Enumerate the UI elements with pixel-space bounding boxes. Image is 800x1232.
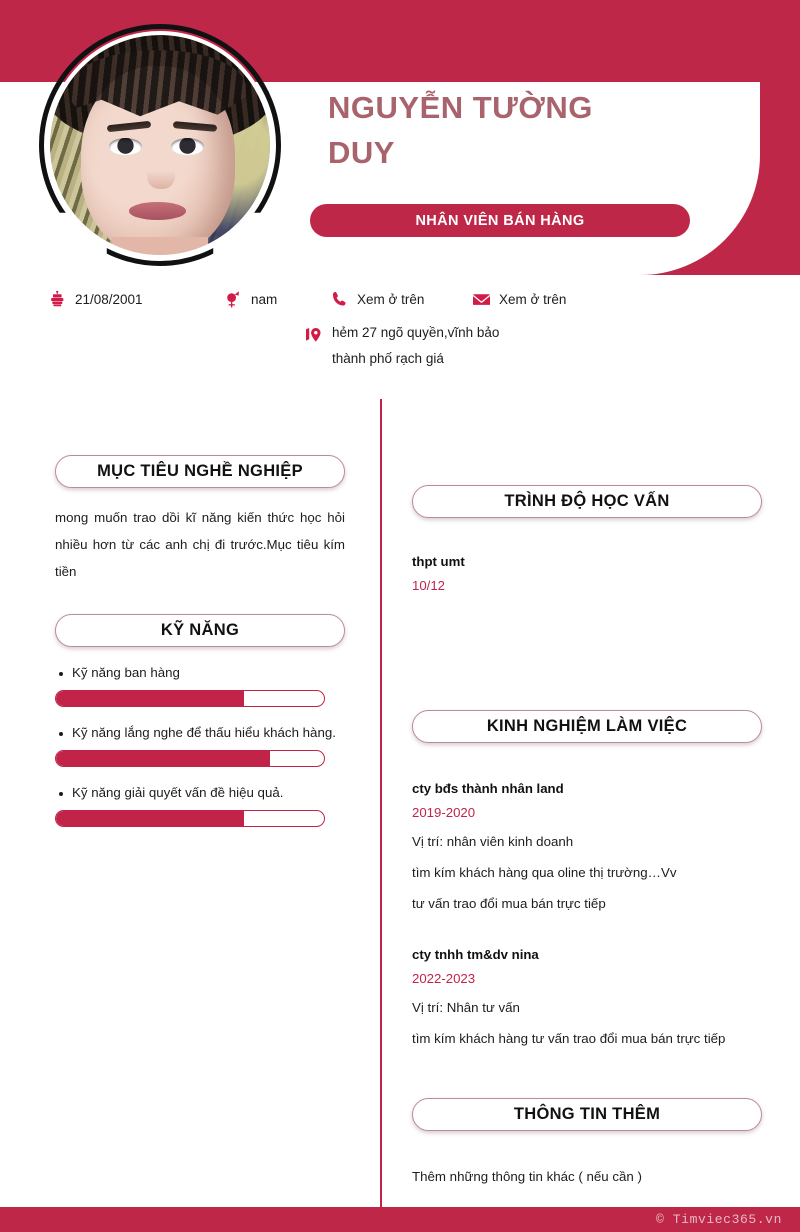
experience-entry <box>412 781 762 913</box>
job-title-badge <box>310 204 690 237</box>
column-divider <box>380 399 382 1207</box>
birthday-cake-icon <box>48 290 66 308</box>
contact-dob-value: 21/08/2001 <box>75 291 143 307</box>
bullet-icon <box>59 732 63 736</box>
candidate-name: NGUYỄN TƯỜNG DUY <box>328 90 593 170</box>
contact-gender-value: nam <box>251 291 278 307</box>
skill-progress-fill <box>56 811 244 826</box>
contact-email-value: Xem ở trên <box>499 291 567 307</box>
experience-company: cty tnhh tm&dv nina <box>412 946 539 962</box>
footer-credit: © Timviec365.vn <box>655 1212 782 1227</box>
experience-date: 2019-2020 <box>412 805 476 820</box>
footer-bar <box>0 1207 800 1232</box>
contact-phone <box>330 290 424 308</box>
skill-progress-fill <box>56 691 244 706</box>
bullet-icon <box>59 672 63 676</box>
gender-icon <box>224 290 242 308</box>
objective-text: mong muốn trao dồi kĩ năng kiến thức học hỏi nhiều hơn từ các anh chị đi trước.Mục tiêu kím tiền <box>55 510 345 579</box>
education-entry <box>412 554 762 593</box>
skill-label-row <box>55 665 345 680</box>
experience-line: tìm kím khách hàng qua oline thị trường…Vv <box>412 864 677 880</box>
section-heading-education <box>412 485 762 518</box>
skill-progress-fill <box>56 751 270 766</box>
skill-label-row <box>55 785 345 800</box>
skill-label: Kỹ năng giải quyết vấn đề hiệu quả. <box>72 784 284 800</box>
map-pin-icon <box>305 326 323 344</box>
section-heading-skills <box>55 614 345 647</box>
experience-line: Vị trí: Nhân tư vấn <box>412 999 520 1015</box>
extra-text: Thêm những thông tin khác ( nếu cần ) <box>412 1168 642 1184</box>
contact-dob <box>48 290 143 308</box>
contact-gender <box>224 290 277 308</box>
contact-address-line1: hẻm 27 ngõ quyền,vĩnh bảo <box>332 325 500 340</box>
section-heading-education-label: TRÌNH ĐỘ HỌC VẤN <box>504 492 670 510</box>
bullet-icon <box>59 792 63 796</box>
skill-label: Kỹ năng ban hàng <box>72 664 180 680</box>
skill-item <box>55 665 345 707</box>
experience-line: tìm kím khách hàng tư vấn trao đổi mua bán trực tiếp <box>412 1030 726 1046</box>
contact-email <box>472 290 566 308</box>
experience-line: tư vấn trao đổi mua bán trực tiếp <box>412 895 606 911</box>
envelope-icon <box>472 290 490 308</box>
job-title-label: NHÂN VIÊN BÁN HÀNG <box>415 212 585 229</box>
experience-entry <box>412 947 762 1048</box>
phone-icon <box>330 290 348 308</box>
experience-line: Vị trí: nhân viên kinh doanh <box>412 834 574 849</box>
skill-item <box>55 725 345 767</box>
education-date: 10/12 <box>412 578 446 593</box>
section-heading-experience-label: KINH NGHIỆM LÀM VIỆC <box>486 717 688 735</box>
skill-progress-bar <box>55 810 325 827</box>
skill-item <box>55 785 345 827</box>
section-heading-objective-label: MỤC TIÊU NGHỀ NGHIỆP <box>97 462 303 480</box>
skill-label: Kỹ năng lắng nghe để thấu hiểu khách hàng. <box>72 724 336 740</box>
contact-address <box>305 325 499 366</box>
left-column <box>55 455 345 827</box>
experience-date: 2022-2023 <box>412 970 476 986</box>
section-heading-extra <box>412 1098 762 1131</box>
section-heading-experience <box>412 710 762 743</box>
contact-address-line2: thành phố rạch giá <box>332 351 444 366</box>
experience-company: cty bđs thành nhân land <box>412 781 564 796</box>
section-heading-objective <box>55 455 345 488</box>
right-column <box>412 485 762 1191</box>
skill-progress-bar <box>55 750 325 767</box>
section-heading-skills-label: KỸ NĂNG <box>160 620 240 639</box>
contact-phone-value: Xem ở trên <box>357 291 425 307</box>
skill-label-row <box>55 725 345 740</box>
skill-progress-bar <box>55 690 325 707</box>
avatar <box>39 24 281 266</box>
section-heading-extra-label: THÔNG TIN THÊM <box>513 1104 661 1123</box>
education-school: thpt umt <box>412 554 465 569</box>
